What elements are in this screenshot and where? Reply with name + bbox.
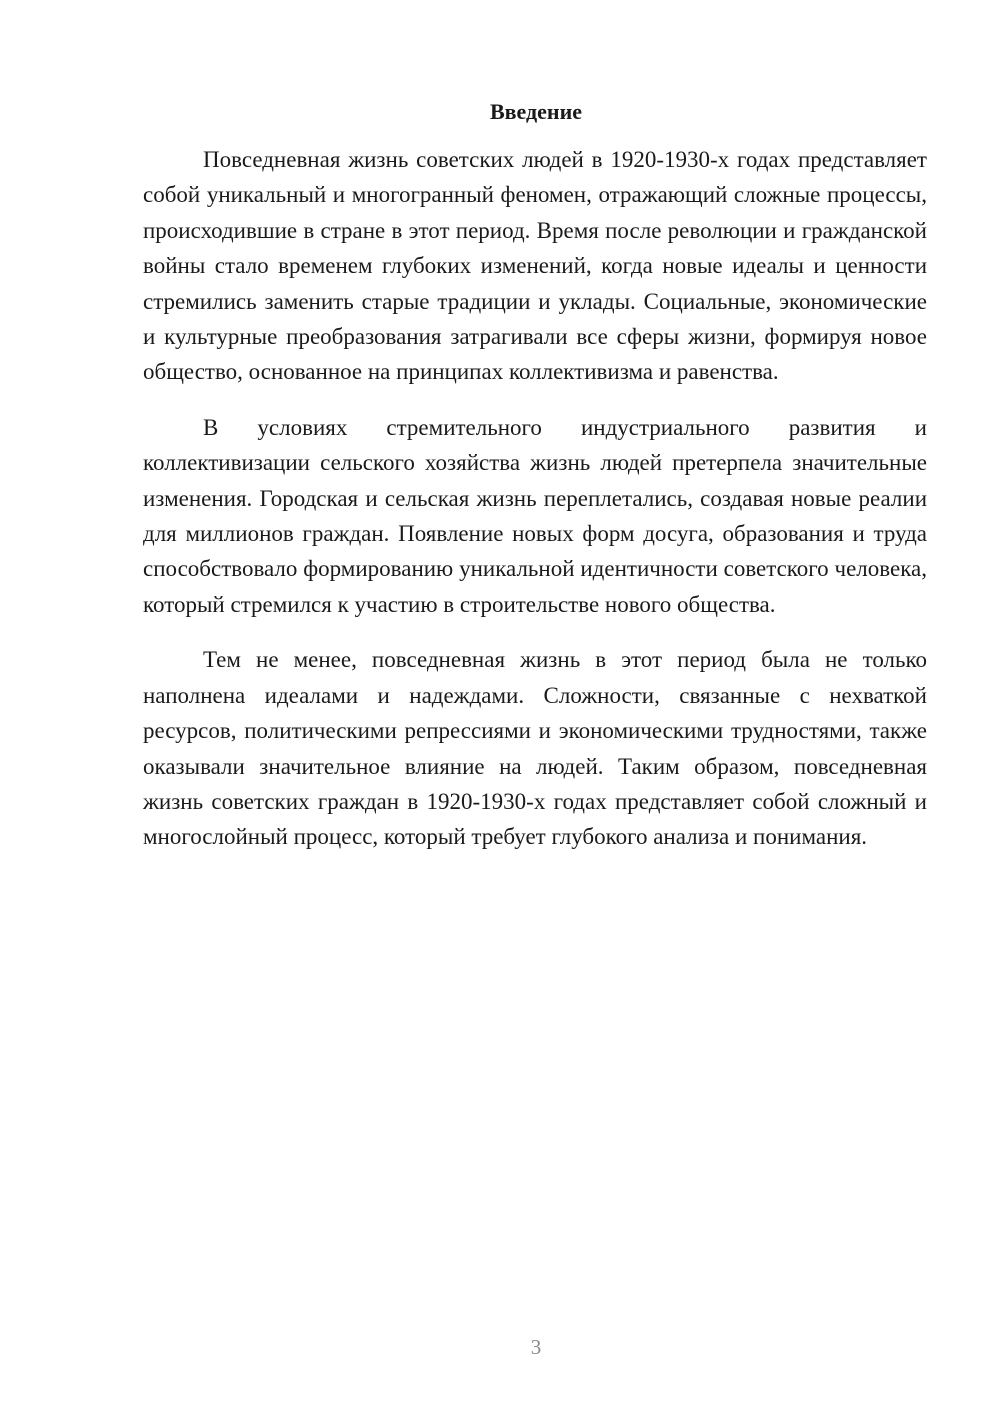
page-number: 3 bbox=[530, 1335, 542, 1359]
paragraph-1: Повседневная жизнь советских людей в 1920-1930-х годах представляет собой уникальный и многогранный феномен, отражающий сложные процессы, происходившие в стране в этот период. Время после революции и гражданской войны стало временем глубоких изменений, когда новые идеалы и ценности стремились заменить старые традиции и уклады. Социальные, экономические и культурные преобразования затрагивали все сферы жизни, формируя новое общество, основанное на принципах коллективизма и равенства. bbox=[143, 147, 927, 385]
body-text bbox=[143, 142, 927, 875]
section-heading: Введение bbox=[489, 99, 583, 124]
paragraph-3: Тем не менее, повседневная жизнь в этот период была не только наполнена идеалами и надеждами. Сложности, связанные с нехваткой ресурсов, политическими репрессиями и экономическими трудностями, также оказывали значительное влияние на людей. Таким образом, повседневная жизнь советских граждан в 1920-1930-х годах представляет собой сложный и многослойный процесс, который требует глубокого анализа и понимания. bbox=[143, 647, 927, 850]
paragraph-2: В условиях стремительного индустриального развития и коллективизации сельского хозяйства жизнь людей претерпела значительные изменения. Городская и сельская жизнь переплетались, создавая новые реалии для миллионов граждан. Появление новых форм досуга, образования и труда способствовало формированию уникальной идентичности советского человека, который стремился к участию в строительстве нового общества. bbox=[143, 414, 927, 617]
